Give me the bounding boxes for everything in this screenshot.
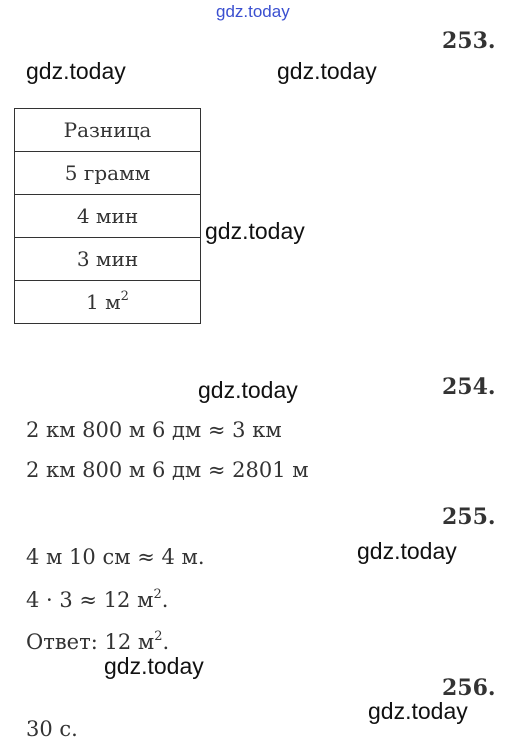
solution-line: 4 м 10 см ≈ 4 м. — [26, 545, 205, 569]
difference-table — [14, 108, 201, 324]
superscript: 2 — [120, 289, 129, 304]
watermark: gdz.today — [104, 653, 204, 679]
line-text: Ответ: 12 м — [26, 630, 155, 654]
cell-text: 1 м — [86, 290, 121, 314]
solution-line: 30 с. — [26, 717, 78, 741]
table-cell: 3 мин — [15, 238, 201, 281]
watermark: gdz.today — [368, 698, 468, 724]
table-cell: 5 грамм — [15, 152, 201, 195]
watermark: gdz.today — [205, 218, 305, 244]
solution-line: 2 км 800 м 6 дм ≈ 2801 м — [26, 458, 309, 482]
table-row — [15, 281, 201, 324]
table-row — [15, 195, 201, 238]
table-row — [15, 238, 201, 281]
superscript: 2 — [153, 587, 162, 602]
problem-number-255: 255. — [442, 504, 496, 530]
line-text: 4 · 3 ≈ 12 м — [26, 588, 154, 612]
table-header-cell: Разница — [15, 109, 201, 152]
table-cell: 4 мин — [15, 195, 201, 238]
solution-line: 2 км 800 м 6 дм ≈ 3 км — [26, 418, 282, 442]
watermark: gdz.today — [198, 377, 298, 403]
table-row — [15, 152, 201, 195]
problem-number-256: 256. — [442, 675, 496, 701]
watermark: gdz.today — [26, 58, 126, 84]
watermark: gdz.today — [357, 538, 457, 564]
line-end: . — [161, 588, 169, 612]
answer-line — [26, 630, 169, 654]
line-end: . — [162, 630, 170, 654]
solution-line — [26, 588, 168, 612]
table-row — [15, 109, 201, 152]
watermark-top: gdz.today — [216, 2, 290, 21]
problem-number-253: 253. — [442, 28, 496, 54]
table-cell — [15, 281, 201, 324]
superscript: 2 — [154, 629, 163, 644]
problem-number-254: 254. — [442, 374, 496, 400]
watermark: gdz.today — [277, 58, 377, 84]
